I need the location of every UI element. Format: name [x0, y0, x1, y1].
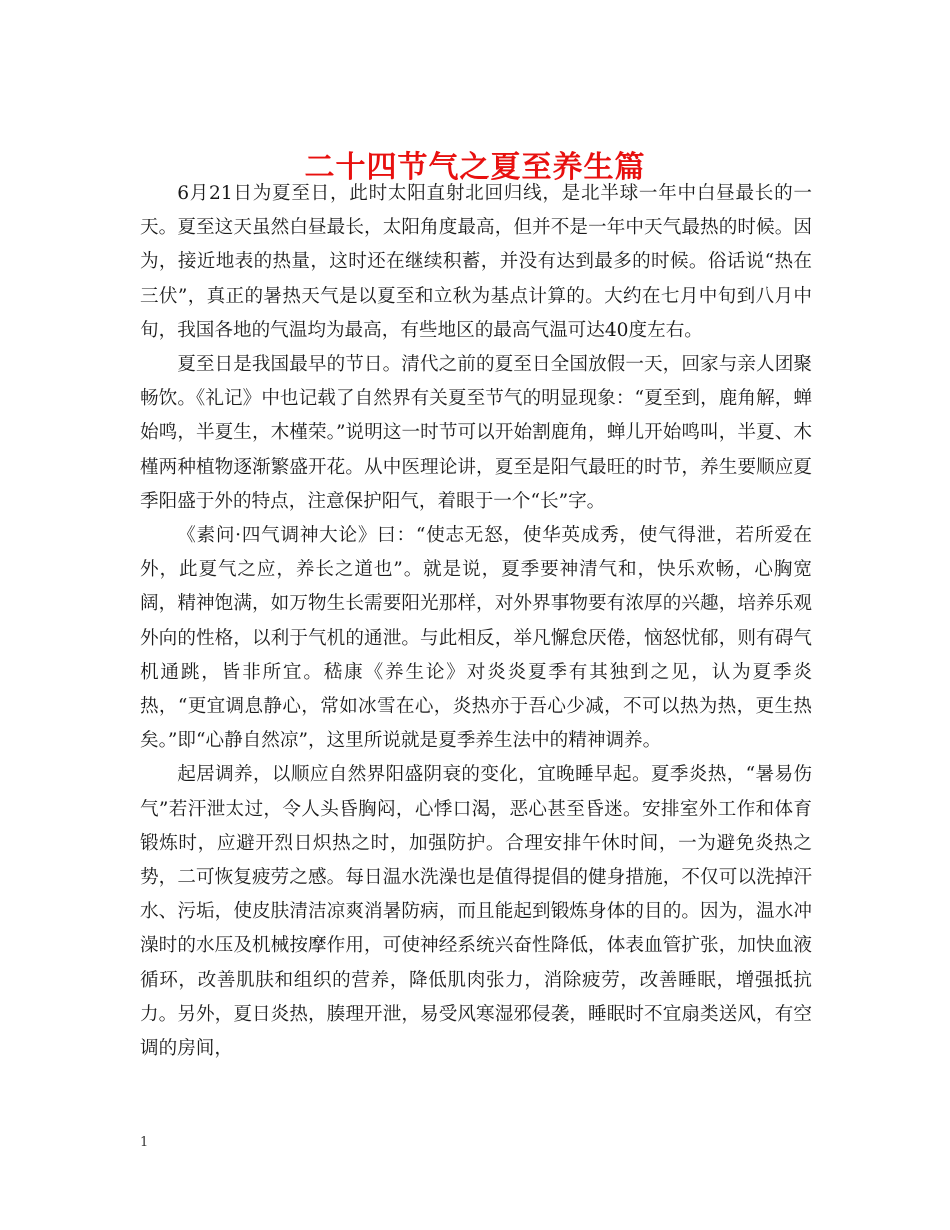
paragraph-1: 6月21日为夏至日，此时太阳直射北回归线，是北半球一年中白昼最长的一天。夏至这天虽然白昼最长，太阳角度最高，但并不是一年中天气最热的时候。因为，接近地表的热量，这时还在继续积蓄，并没有达到最多的时候。俗话说“热在三伏”，真正的暑热天气是以夏至和立秋为基点计算的。大约在七月中旬到八月中旬，我国各地的气温均为最高，有些地区的最高气温可达40度左右。	[140, 183, 812, 341]
page-number: 1	[140, 1135, 149, 1150]
paragraph-2: 夏至日是我国最早的节日。清代之前的夏至日全国放假一天，回家与亲人团聚畅饮。《礼记》中也记载了自然界有关夏至节气的明显现象：“夏至到，鹿角解，蝉始鸣，半夏生，木槿荣。”说明这一时节可以开始割鹿角，蝉儿开始鸣叫，半夏、木槿两种植物逐渐繁盛开花。从中医理论讲，夏至是阳气最旺的时节，养生要顺应夏季阳盛于外的特点，注意保护阳气，着眼于一个“长”字。	[140, 354, 812, 512]
document-body	[140, 177, 812, 1066]
paragraph-3: 《素问·四气调神大论》曰：“使志无怒，使华英成秀，使气得泄，若所爱在外，此夏气之应，养长之道也”。就是说，夏季要神清气和，快乐欢畅，心胸宽阔，精神饱满，如万物生长需要阳光那样，对外界事物要有浓厚的兴趣，培养乐观外向的性格，以利于气机的通泄。与此相反，举凡懈怠厌倦，恼怒忧郁，则有碍气机通跳，皆非所宜。嵇康《养生论》对炎炎夏季有其独到之见，认为夏季炎热，“更宜调息静心，常如冰雪在心，炎热亦于吾心少减，不可以热为热，更生热矣。”即“心静自然凉”，这里所说就是夏季养生法中的精神调养。	[140, 525, 812, 752]
paragraph-4: 起居调养，以顺应自然界阳盛阴衰的变化，宜晚睡早起。夏季炎热，“暑易伤气”若汗泄太过，令人头昏胸闷，心悸口渴，恶心甚至昏迷。安排室外工作和体育锻炼时，应避开烈日炽热之时，加强防护。合理安排午休时间，一为避免炎热之势，二可恢复疲劳之感。每日温水洗澡也是值得提倡的健身措施，不仅可以洗掉汗水、污垢，使皮肤清洁凉爽消暑防病，而且能起到锻炼身体的目的。因为，温水冲澡时的水压及机械按摩作用，可使神经系统兴奋性降低，体表血管扩张，加快血液循环，改善肌肤和组织的营养，降低肌肉张力，消除疲劳，改善睡眠，增强抵抗力。另外，夏日炎热，腠理开泄，易受风寒湿邪侵袭，睡眠时不宜扇类送风，有空调的房间，	[140, 764, 812, 1060]
document-title: 二十四节气之夏至养生篇	[304, 150, 646, 186]
